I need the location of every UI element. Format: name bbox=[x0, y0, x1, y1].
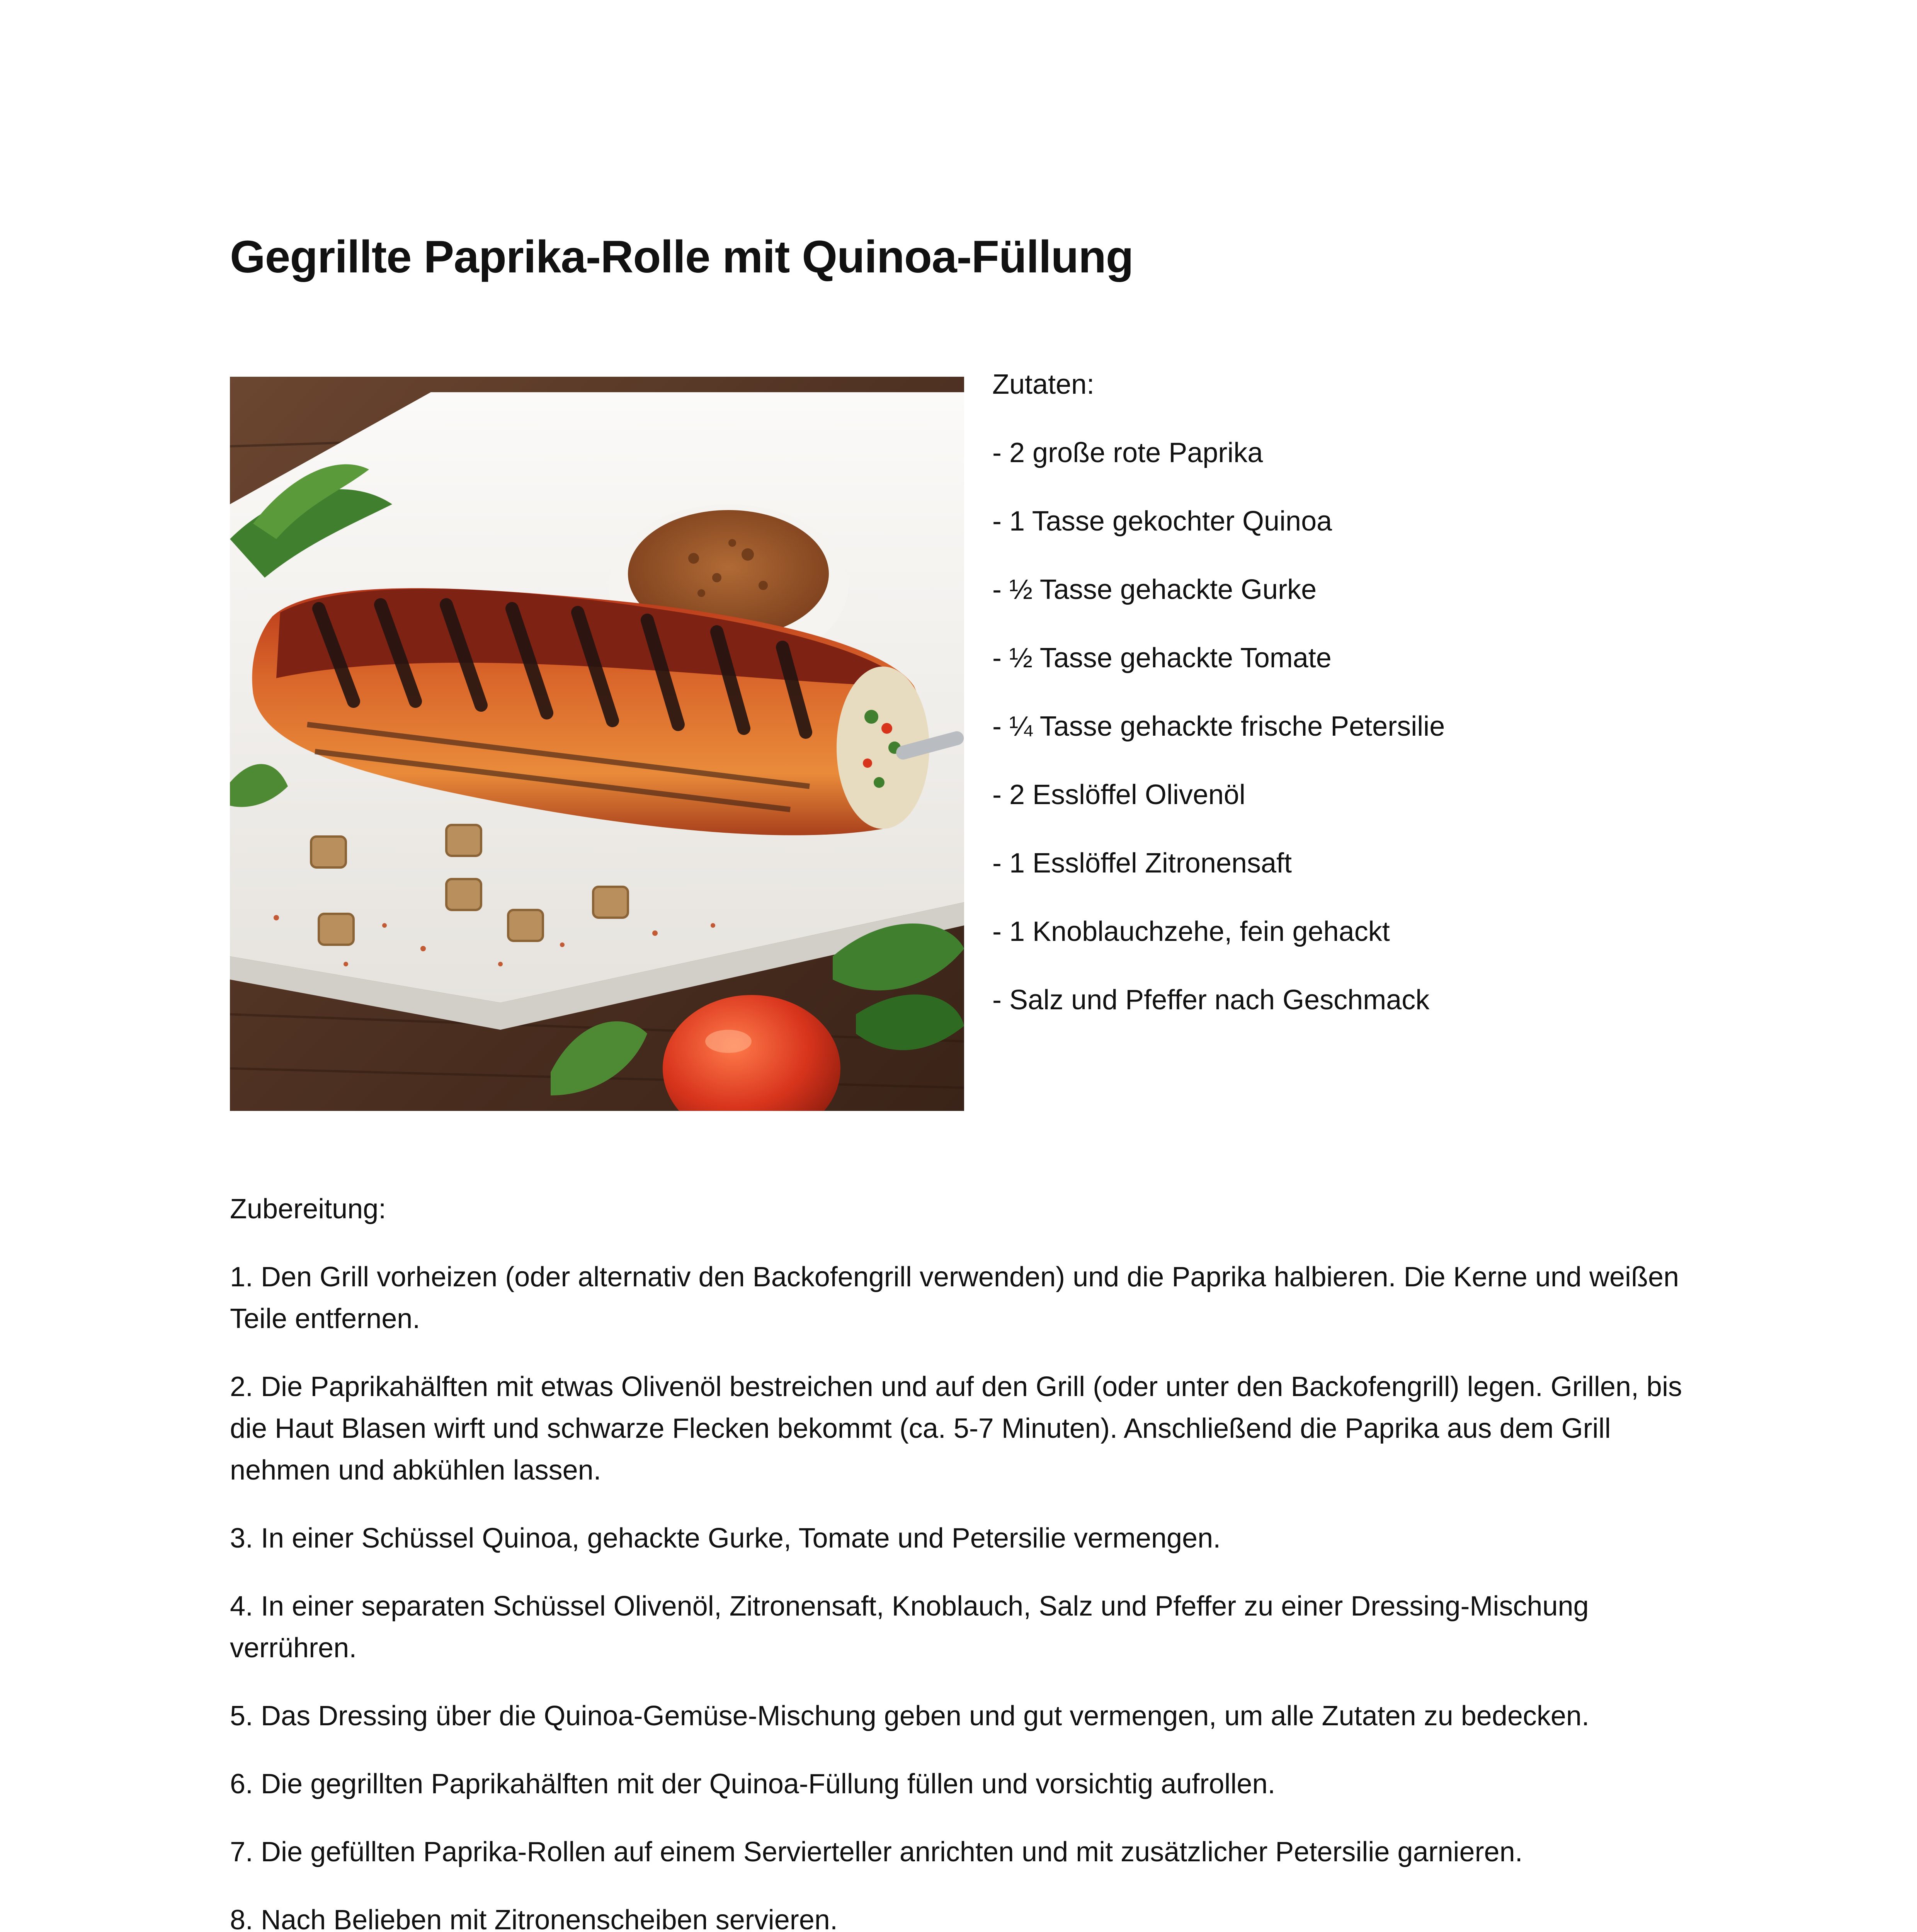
ingredients-heading: Zutaten: bbox=[992, 369, 1095, 400]
grilled-pepper-roll-image bbox=[230, 377, 964, 1111]
preparation-step: 8. Nach Belieben mit Zitronenscheiben servieren. bbox=[230, 1905, 838, 1932]
preparation-step: 1. Den Grill vorheizen (oder alternativ den Backofengrill verwenden) und die Paprika halbieren. Die Kerne und weißen Teile entfernen. bbox=[230, 1262, 1679, 1334]
ingredient-item: - 1 Knoblauchzehe, fein gehackt bbox=[992, 916, 1390, 947]
ingredient-item: - 1 Tasse gekochter Quinoa bbox=[992, 506, 1332, 537]
preparation-step: 6. Die gegrillten Paprikahälften mit der Quinoa-Füllung füllen und vorsichtig aufrollen. bbox=[230, 1769, 1276, 1799]
preparation-step: 3. In einer Schüssel Quinoa, gehackte Gurke, Tomate und Petersilie vermengen. bbox=[230, 1523, 1221, 1554]
preparation-step: 5. Das Dressing über die Quinoa-Gemüse-Mischung geben und gut vermengen, um alle Zutaten zu bedecken. bbox=[230, 1701, 1590, 1731]
ingredient-item: - ½ Tasse gehackte Gurke bbox=[992, 574, 1317, 605]
recipe-title: Gegrillte Paprika-Rolle mit Quinoa-Füllung bbox=[230, 231, 1133, 282]
ingredient-item: - ¼ Tasse gehackte frische Petersilie bbox=[992, 711, 1445, 742]
preparation-heading: Zubereitung: bbox=[230, 1194, 386, 1225]
preparation-steps bbox=[230, 1256, 1698, 1932]
ingredient-item: - 2 Esslöffel Olivenöl bbox=[992, 779, 1245, 810]
preparation-section bbox=[230, 1188, 1698, 1932]
recipe-photo bbox=[230, 377, 964, 1111]
ingredients-list bbox=[992, 434, 1765, 1019]
ingredient-item: - 2 große rote Paprika bbox=[992, 437, 1263, 468]
ingredient-item: - ½ Tasse gehackte Tomate bbox=[992, 643, 1332, 673]
ingredient-item: - Salz und Pfeffer nach Geschmack bbox=[992, 985, 1430, 1015]
preparation-step: 7. Die gefüllten Paprika-Rollen auf einem Servierteller anrichten und mit zusätzlicher Petersilie garnieren. bbox=[230, 1837, 1523, 1867]
preparation-step: 4. In einer separaten Schüssel Olivenöl, Zitronensaft, Knoblauch, Salz und Pfeffer zu einer Dressing-Mischung verrühren. bbox=[230, 1591, 1589, 1663]
preparation-step: 2. Die Paprikahälften mit etwas Olivenöl bestreichen und auf den Grill (oder unter den Backofengrill) legen. Grillen, bis die Haut Blasen wirft und schwarze Flecken bekommt (ca. 5-7 Minuten). Anschließend die Paprika aus dem Grill nehmen und abkühlen lassen. bbox=[230, 1371, 1682, 1486]
ingredient-item: - 1 Esslöffel Zitronensaft bbox=[992, 848, 1292, 879]
ingredients-section bbox=[992, 365, 1765, 1049]
